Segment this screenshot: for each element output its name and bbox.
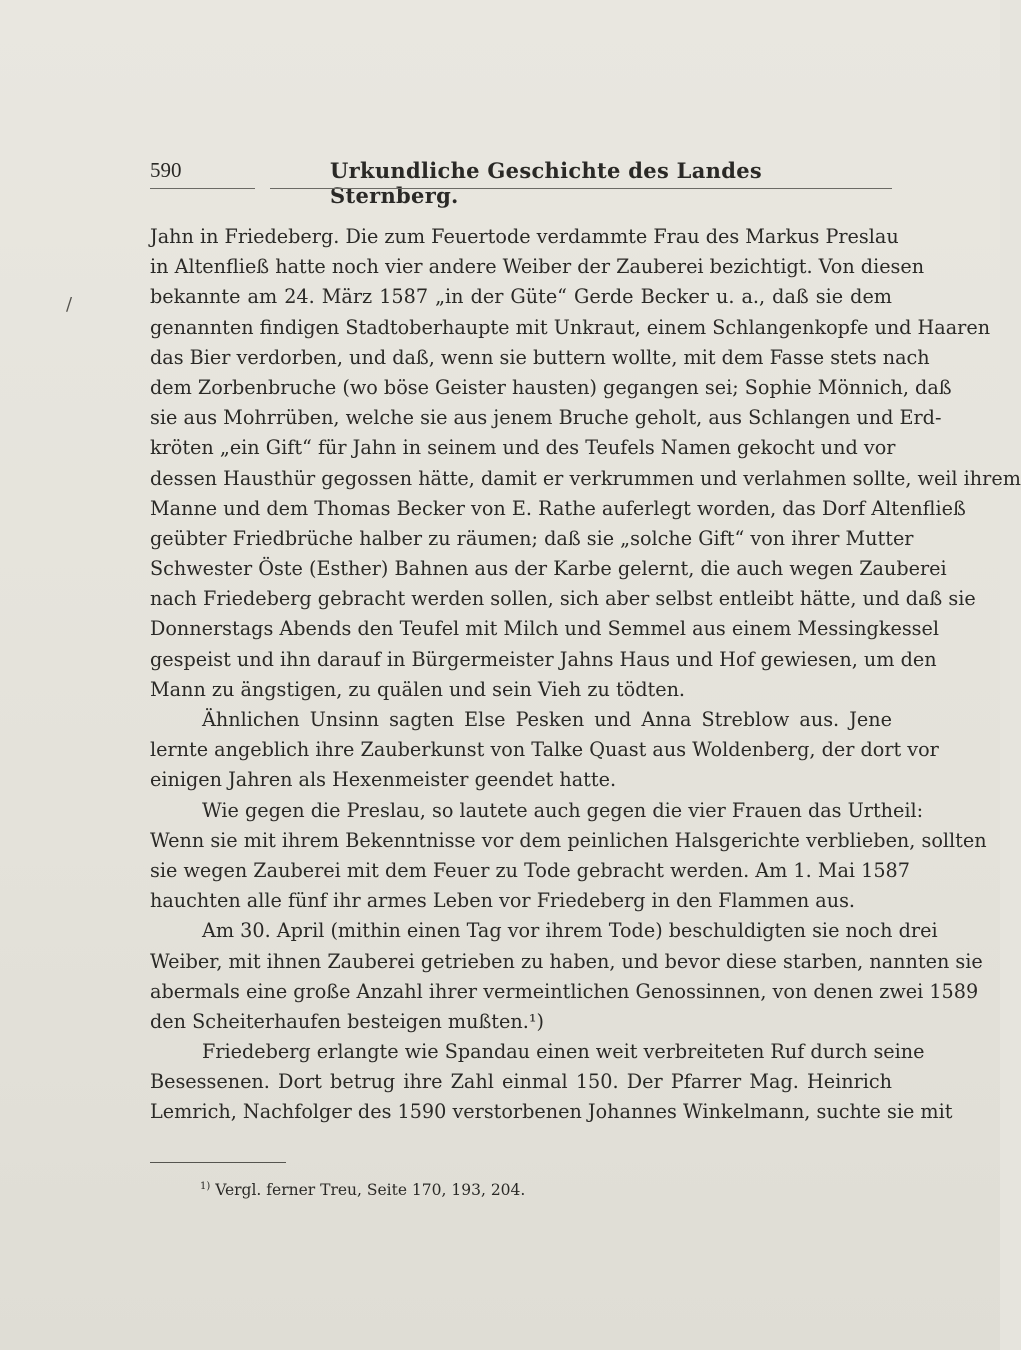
text-line: hauchten alle fünf ihr armes Leben vor Friedeberg in den Flammen aus.	[150, 889, 856, 913]
text-line: geübter Friedbrüche halber zu räumen; daß sie „solche Gift“ von ihrer Mutter	[150, 526, 914, 550]
running-title: Urkundliche Geschichte des Landes Sternberg.	[330, 158, 762, 208]
text-line: genannten findigen Stadtoberhaupte mit Unkraut, einem Schlangenkopfe und Haaren	[150, 315, 991, 339]
text-line: lernte angeblich ihre Zauberkunst von Talke Quast aus Woldenberg, der dort vor	[150, 738, 939, 762]
header-rule-right	[270, 188, 892, 189]
text-line: den Scheiterhaufen besteigen mußten.¹)	[150, 1009, 544, 1033]
text-line: das Bier verdorben, und daß, wenn sie buttern wollte, mit dem Fasse stets nach	[150, 345, 930, 369]
text-line: Wie gegen die Preslau, so lautete auch gegen die vier Frauen das Urtheil:	[202, 798, 924, 822]
margin-pencil-mark: /	[66, 294, 73, 315]
text-line: Besessenen. Dort betrug ihre Zahl einmal 150. Der Pfarrer Mag. Heinrich	[150, 1070, 892, 1094]
text-line: Friedeberg erlangte wie Spandau einen weit verbreiteten Ruf durch seine	[202, 1040, 925, 1064]
footnote	[200, 1181, 525, 1199]
text-line: bekannte am 24. März 1587 „in der Güte“ Gerde Becker u. a., daß sie dem	[150, 285, 892, 309]
text-line: sie aus Mohrrüben, welche sie aus jenem Bruche geholt, aus Schlangen und Erd-	[150, 406, 942, 430]
footnote-marker: 1)	[200, 1181, 211, 1192]
footnote-text: Vergl. ferner Treu, Seite 170, 193, 204.	[215, 1181, 526, 1200]
text-line: Ähnlichen Unsinn sagten Else Pesken und Anna Streblow aus. Jene	[202, 708, 892, 731]
text-line: in Altenfließ hatte noch vier andere Weiber der Zauberei bezichtigt. Von diesen	[150, 255, 925, 279]
text-line: einigen Jahren als Hexenmeister geendet hatte.	[150, 768, 617, 792]
text-line: abermals eine große Anzahl ihrer vermeintlichen Genossinnen, von denen zwei 1589	[150, 979, 979, 1003]
body-text	[150, 222, 1021, 1128]
text-line: sie wegen Zauberei mit dem Feuer zu Tode gebracht werden. Am 1. Mai 1587	[150, 858, 910, 882]
text-line: Am 30. April (mithin einen Tag vor ihrem Tode) beschuldigten sie noch drei	[202, 919, 938, 943]
text-line: nach Friedeberg gebracht werden sollen, sich aber selbst entleibt hätte, und daß sie	[150, 587, 976, 611]
footnote-rule	[150, 1162, 286, 1163]
text-line: Lemrich, Nachfolger des 1590 verstorbenen Johannes Winkelmann, suchte sie mit	[150, 1100, 953, 1124]
text-line: Weiber, mit ihnen Zauberei getrieben zu haben, und bevor diese starben, nannten sie	[150, 949, 983, 973]
header-rule-left	[150, 188, 255, 189]
text-line: Mann zu ängstigen, zu quälen und sein Vieh zu tödten.	[150, 677, 686, 701]
text-line: Schwester Öste (Esther) Bahnen aus der Karbe gelernt, die auch wegen Zauberei	[150, 557, 947, 581]
text-line: dem Zorbenbruche (wo böse Geister hausten) gegangen sei; Sophie Mönnich, daß	[150, 375, 952, 399]
page-header	[150, 158, 892, 208]
text-line: kröten „ein Gift“ für Jahn in seinem und des Teufels Namen gekocht und vor	[150, 436, 896, 460]
text-line: Wenn sie mit ihrem Bekenntnisse vor dem peinlichen Halsgerichte verblieben, sollten	[150, 828, 987, 852]
text-line: Manne und dem Thomas Becker von E. Rathe auferlegt worden, das Dorf Altenfließ	[150, 496, 966, 520]
text-line: Donnerstags Abends den Teufel mit Milch und Semmel aus einem Messingkessel	[150, 617, 940, 641]
text-line: Jahn in Friedeberg. Die zum Feuertode verdammte Frau des Markus Preslau	[150, 225, 899, 248]
text-line: gespeist und ihn darauf in Bürgermeister Jahns Haus und Hof gewiesen, um den	[150, 647, 937, 671]
text-line: dessen Hausthür gegossen hätte, damit er verkrummen und verlahmen sollte, weil ihrem	[150, 466, 1021, 490]
page-number: 590	[150, 158, 182, 182]
